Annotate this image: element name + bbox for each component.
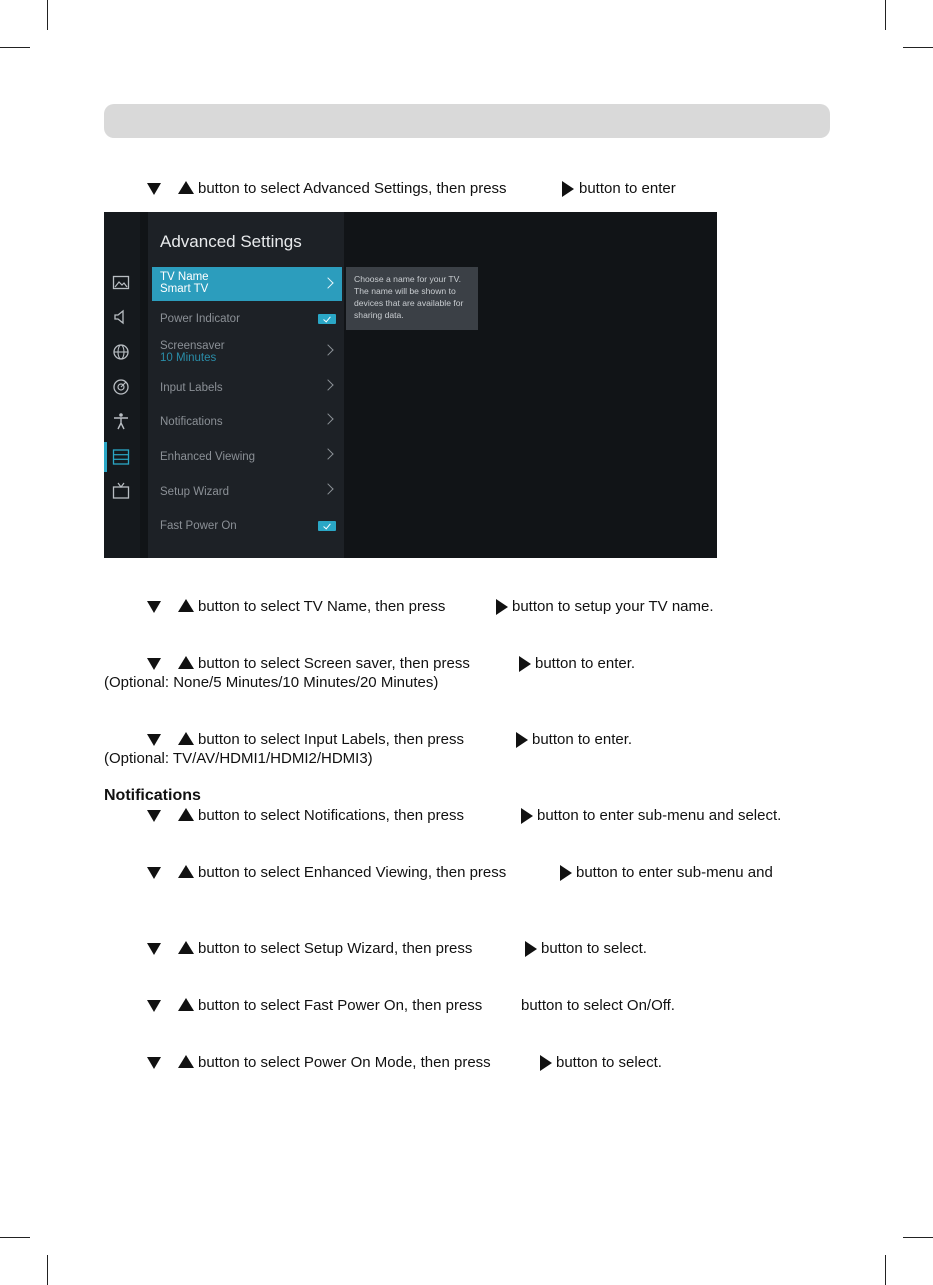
right-arrow-icon xyxy=(525,941,537,957)
tv-screen xyxy=(104,212,717,558)
menu-item-screensaver[interactable] xyxy=(152,336,342,370)
instruction-text: button to select Fast Power On, then press xyxy=(198,997,483,1014)
crop-mark xyxy=(0,47,30,48)
checkbox-checked-icon[interactable] xyxy=(318,521,336,531)
menu-item-value: Smart TV xyxy=(160,283,209,295)
options-text: (Optional: None/5 Minutes/10 Minutes/20 Minutes) xyxy=(104,674,439,691)
chevron-right-icon xyxy=(322,448,333,459)
instruction-text: button to select TV Name, then press xyxy=(198,598,446,615)
up-arrow-icon xyxy=(178,732,194,745)
crop-mark xyxy=(903,1237,933,1238)
menu-item-power-indicator[interactable] xyxy=(152,302,342,336)
up-arrow-icon xyxy=(178,865,194,878)
chevron-right-icon xyxy=(322,379,333,390)
chevron-right-icon xyxy=(322,344,333,355)
menu-item-value: 10 Minutes xyxy=(160,352,217,364)
crop-mark xyxy=(903,47,933,48)
section-header-bar xyxy=(104,104,830,138)
notifications-heading: Notifications xyxy=(104,787,201,804)
up-arrow-icon xyxy=(178,599,194,612)
menu-item-label: Power Indicator xyxy=(160,313,240,325)
network-icon[interactable] xyxy=(112,343,130,361)
picture-icon[interactable] xyxy=(112,274,130,292)
chevron-right-icon xyxy=(322,277,333,288)
menu-item-setup-wizard[interactable] xyxy=(152,475,342,509)
menu-item-label: Fast Power On xyxy=(160,520,237,532)
down-arrow-icon xyxy=(147,1000,161,1012)
right-arrow-icon xyxy=(521,808,533,824)
menu-item-label: TV Name xyxy=(160,271,209,283)
menu-item-tv-name[interactable] xyxy=(152,267,342,301)
down-arrow-icon xyxy=(147,867,161,879)
panel-title: Advanced Settings xyxy=(160,232,302,251)
crop-mark xyxy=(0,1237,30,1238)
instruction-text: button to enter. xyxy=(532,731,633,748)
instruction-text: button to select Screen saver, then press xyxy=(198,655,470,672)
up-arrow-icon xyxy=(178,998,194,1011)
down-arrow-icon xyxy=(147,601,161,613)
down-arrow-icon xyxy=(147,734,161,746)
menu-item-fast-power-on[interactable] xyxy=(152,509,342,543)
instruction-text: button to select Input Labels, then press xyxy=(198,731,465,748)
menu-item-label: Screensaver xyxy=(160,340,225,352)
menu-item-enhanced-viewing[interactable] xyxy=(152,440,342,474)
crop-mark xyxy=(47,1255,48,1285)
up-arrow-icon xyxy=(178,1055,194,1068)
down-arrow-icon xyxy=(147,183,161,195)
chevron-right-icon xyxy=(322,483,333,494)
instruction-text: button to select. xyxy=(541,940,647,957)
right-arrow-icon xyxy=(496,599,508,615)
instruction-text: button to enter sub-menu and xyxy=(576,864,773,881)
checkbox-checked-icon[interactable] xyxy=(318,314,336,324)
menu-item-label: Enhanced Viewing xyxy=(160,451,256,463)
menu-item-label: Setup Wizard xyxy=(160,486,230,498)
instruction-text: button to enter. xyxy=(535,655,636,672)
instruction-text: button to setup your TV name. xyxy=(512,598,714,615)
instruction-text: button to select Setup Wizard, then press xyxy=(198,940,473,957)
instruction-text: button to select Advanced Settings, then press xyxy=(198,180,507,197)
right-arrow-icon xyxy=(519,656,531,672)
menu-item-input-labels[interactable] xyxy=(152,371,342,405)
down-arrow-icon xyxy=(147,658,161,670)
instruction-text: button to select Enhanced Viewing, then press xyxy=(198,864,507,881)
crop-mark xyxy=(47,0,48,30)
up-arrow-icon xyxy=(178,656,194,669)
right-arrow-icon xyxy=(562,181,574,197)
crop-mark xyxy=(885,1255,886,1285)
instruction-text: button to select. xyxy=(556,1054,662,1071)
down-arrow-icon xyxy=(147,943,161,955)
down-arrow-icon xyxy=(147,1057,161,1069)
help-tooltip: Choose a name for your TV. The name will be shown to devices that are available for sharing data. xyxy=(346,267,478,330)
instruction-text: button to enter sub-menu and select. xyxy=(537,807,782,824)
up-arrow-icon xyxy=(178,941,194,954)
right-arrow-icon xyxy=(516,732,528,748)
crop-mark xyxy=(885,0,886,30)
up-arrow-icon xyxy=(178,808,194,821)
options-text: (Optional: TV/AV/HDMI1/HDMI2/HDMI3) xyxy=(104,750,373,767)
instruction-text: button to enter xyxy=(579,180,676,197)
sound-icon[interactable] xyxy=(112,308,130,326)
chevron-right-icon xyxy=(322,413,333,424)
right-arrow-icon xyxy=(540,1055,552,1071)
instruction-text: button to select On/Off. xyxy=(521,997,675,1014)
instruction-text: button to select Power On Mode, then press xyxy=(198,1054,491,1071)
channel-icon[interactable] xyxy=(112,378,130,396)
instruction-text: button to select Notifications, then press xyxy=(198,807,464,824)
menu-item-notifications[interactable] xyxy=(152,405,342,439)
right-arrow-icon xyxy=(560,865,572,881)
tv-icon[interactable] xyxy=(112,482,130,500)
system-icon[interactable] xyxy=(112,448,130,466)
down-arrow-icon xyxy=(147,810,161,822)
menu-item-label: Input Labels xyxy=(160,382,223,394)
accessibility-icon[interactable] xyxy=(112,412,130,430)
up-arrow-icon xyxy=(178,181,194,194)
menu-item-label: Notifications xyxy=(160,416,223,428)
sidebar-active-indicator xyxy=(104,442,107,472)
